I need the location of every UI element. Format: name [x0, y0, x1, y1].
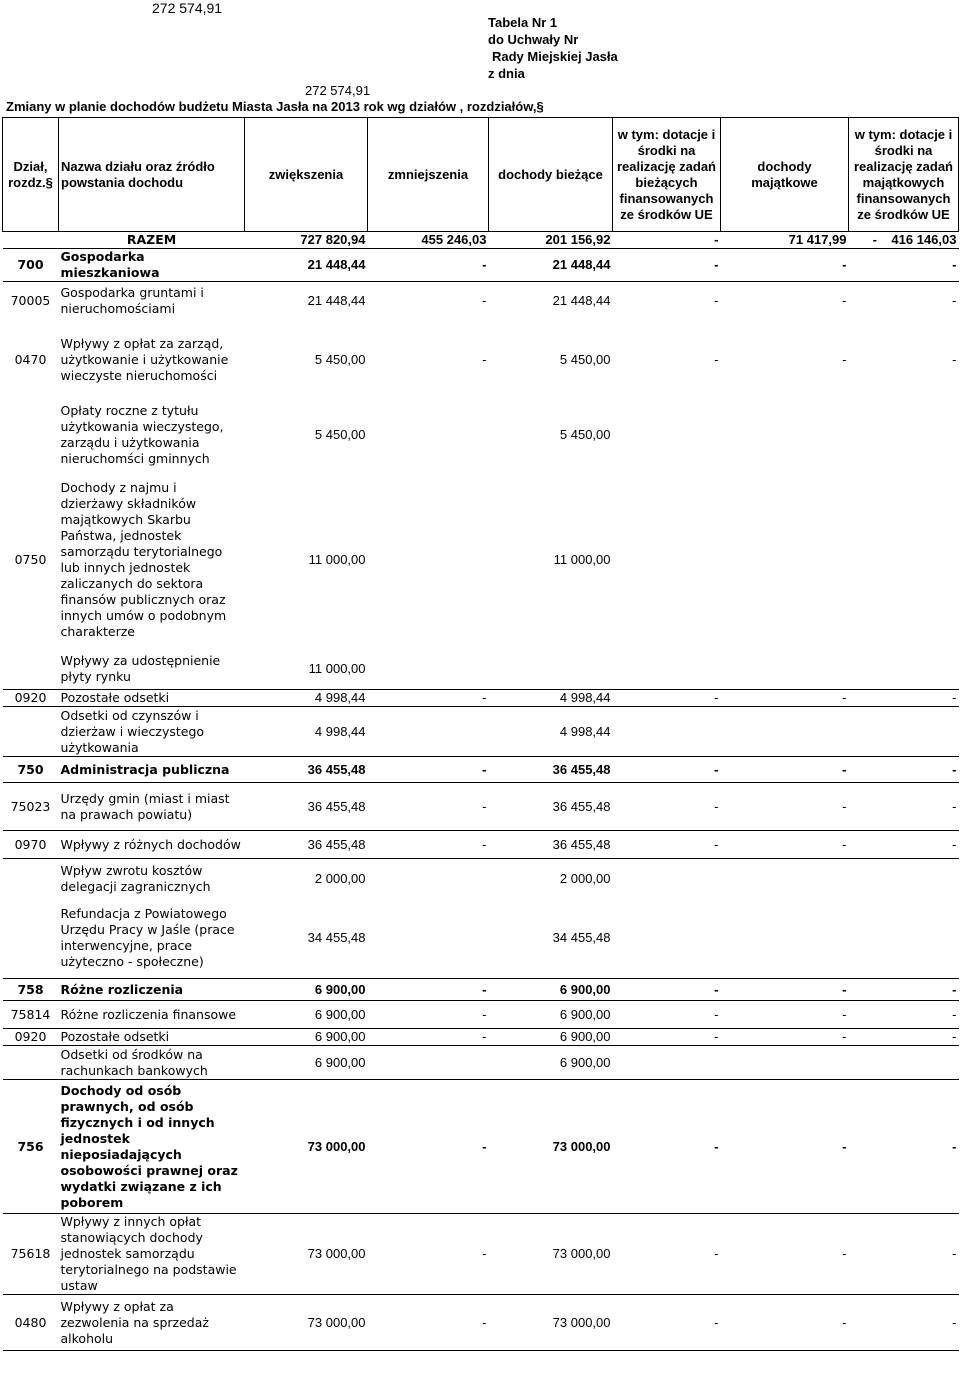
- cell-zw: 21 448,44: [307, 292, 366, 308]
- table-row: [3, 650, 959, 690]
- cell-code: 0920: [3, 690, 59, 707]
- cell-dm: [849, 1046, 959, 1080]
- cell-code: 70005: [10, 292, 51, 308]
- cell-dm: [849, 859, 959, 899]
- cell-ma: -: [721, 1080, 849, 1214]
- total-extra: 416 146,03: [891, 232, 957, 247]
- cell-zw: 2 000,00: [314, 870, 366, 886]
- cell-code: 0970: [3, 831, 59, 859]
- cell-ma: -: [721, 1214, 849, 1295]
- cell-code: 0750: [14, 551, 47, 567]
- table-row: [3, 1001, 959, 1029]
- total-dm: [849, 232, 959, 249]
- cell-db: -: [613, 690, 721, 707]
- table-row: [3, 757, 959, 783]
- cell-zm: [368, 859, 489, 899]
- total-ma: 71 417,99: [788, 232, 847, 247]
- cell-dm: [849, 470, 959, 650]
- total-zm: 455 246,03: [421, 232, 487, 247]
- cell-code: 0480: [3, 1295, 59, 1351]
- cell-name: Refundacja z Powiatowego Urzędu Pracy w Jaśle (prace interwencyjne, prace użyteczno - społeczne): [59, 899, 245, 979]
- cell-zw: 11 000,00: [308, 661, 366, 677]
- cell-dm: -: [849, 831, 959, 859]
- cell-db: [613, 650, 721, 690]
- cell-db: [613, 1046, 721, 1080]
- cell-db: -: [714, 351, 719, 367]
- cell-zw: 4 998,44: [245, 690, 368, 707]
- table-row: [3, 282, 959, 320]
- cell-code: 0470: [14, 351, 47, 367]
- cell-db: [613, 859, 721, 899]
- cell-zw: 11 000,00: [308, 551, 366, 567]
- cell-name: Wpływy z różnych dochodów: [59, 831, 245, 859]
- cell-bi: 5 450,00: [559, 426, 611, 442]
- cell-dm: [849, 650, 959, 690]
- cell-code: 75814: [3, 1001, 59, 1029]
- cell-name: Urzędy gmin (miast i miast na prawach powiatu): [59, 783, 245, 831]
- cell-dm: [849, 400, 959, 470]
- cell-zm: -: [368, 979, 489, 1001]
- cell-code: 75023: [3, 783, 59, 831]
- cell-zm: -: [368, 1001, 489, 1029]
- cell-zm: -: [368, 1029, 489, 1046]
- cell-bi: 6 900,00: [489, 1029, 613, 1046]
- resolution-label: do Uchwały Nr: [488, 32, 579, 47]
- total-row: [3, 232, 959, 249]
- cell-name: Pozostałe odsetki: [59, 1029, 245, 1046]
- total-label: RAZEM: [126, 232, 177, 247]
- cell-name: Gospodarka mieszkaniowa: [59, 249, 245, 282]
- cell-code: [3, 707, 59, 757]
- cell-name: Różne rozliczenia: [59, 979, 245, 1001]
- header-zwiekszenia: zwiększenia: [245, 118, 368, 232]
- cell-zw: 6 900,00: [245, 1046, 368, 1080]
- table-number: Tabela Nr 1: [488, 15, 558, 30]
- top-amount-1: 272 574,91: [152, 0, 223, 16]
- cell-zm: [368, 1046, 489, 1080]
- cell-dm: -: [849, 979, 959, 1001]
- cell-db: [613, 707, 721, 757]
- cell-zw: 6 900,00: [245, 1001, 368, 1029]
- cell-bi: 6 900,00: [489, 979, 613, 1001]
- cell-db: -: [613, 249, 721, 282]
- cell-zw: 4 998,44: [245, 707, 368, 757]
- cell-db: -: [613, 1001, 721, 1029]
- table-row: [3, 899, 959, 979]
- total-bi: 201 156,92: [545, 232, 611, 247]
- income-changes-table: [2, 117, 959, 1351]
- cell-ma: -: [721, 783, 849, 831]
- cell-ma: -: [842, 292, 847, 308]
- cell-db: -: [613, 1080, 721, 1214]
- header-row: [3, 118, 959, 232]
- table-row: [3, 1046, 959, 1080]
- cell-db: -: [613, 1029, 721, 1046]
- header-majatkowe: dochody majątkowe: [721, 118, 849, 232]
- table-row: [3, 249, 959, 282]
- cell-dm: -: [849, 757, 959, 783]
- cell-code: 756: [3, 1080, 59, 1214]
- cell-ma: -: [721, 1029, 849, 1046]
- table-row: [3, 1029, 959, 1046]
- cell-zw: 6 900,00: [245, 1029, 368, 1046]
- cell-dm: -: [952, 292, 957, 308]
- cell-zw: 5 450,00: [314, 426, 366, 442]
- cell-dm: -: [849, 1001, 959, 1029]
- cell-code: [3, 899, 59, 979]
- cell-zw: 36 455,48: [245, 783, 368, 831]
- document-title: Zmiany w planie dochodów budżetu Miasta Jasła na 2013 rok wg działów , rozdziałów,§: [6, 99, 544, 114]
- cell-db: -: [613, 1214, 721, 1295]
- cell-zw: 73 000,00: [245, 1214, 368, 1295]
- cell-zm: -: [368, 757, 489, 783]
- cell-db: -: [613, 831, 721, 859]
- cell-zm: -: [368, 1295, 489, 1351]
- cell-dm: -: [849, 1214, 959, 1295]
- cell-dm: -: [952, 351, 957, 367]
- cell-bi: 6 900,00: [489, 1001, 613, 1029]
- cell-zw: 5 450,00: [314, 351, 366, 367]
- cell-dm: -: [849, 690, 959, 707]
- cell-db: -: [613, 979, 721, 1001]
- cell-name: Różne rozliczenia finansowe: [59, 1001, 245, 1029]
- cell-name: Administracja publiczna: [59, 757, 245, 783]
- cell-zm: [368, 707, 489, 757]
- table-row: [3, 1295, 959, 1351]
- cell-bi: 21 448,44: [552, 292, 611, 308]
- cell-bi: [489, 650, 613, 690]
- cell-name: Gospodarka gruntami i nieruchomościami: [60, 284, 204, 316]
- cell-code: [3, 400, 59, 470]
- total-dm-value: -: [872, 232, 877, 247]
- table-row: [3, 783, 959, 831]
- cell-name: Wpływ zwrotu kosztów delegacji zagranicznych: [60, 862, 211, 894]
- table-row: [3, 707, 959, 757]
- cell-dm: [849, 899, 959, 979]
- table-row: [3, 690, 959, 707]
- total-db: -: [714, 232, 719, 247]
- cell-db: -: [714, 292, 719, 308]
- cell-db: -: [613, 1295, 721, 1351]
- cell-ma: [721, 707, 849, 757]
- cell-bi: 11 000,00: [553, 551, 611, 567]
- table-row: [3, 400, 959, 470]
- cell-ma: -: [721, 831, 849, 859]
- cell-dm: -: [849, 1295, 959, 1351]
- cell-ma: -: [721, 690, 849, 707]
- cell-zm: -: [368, 1080, 489, 1214]
- cell-ma: [721, 400, 849, 470]
- cell-zm: -: [368, 783, 489, 831]
- cell-bi: 73 000,00: [489, 1080, 613, 1214]
- cell-dm: -: [849, 1080, 959, 1214]
- cell-db: [613, 899, 721, 979]
- cell-zm: [368, 400, 489, 470]
- cell-code: 758: [3, 979, 59, 1001]
- cell-ma: [721, 470, 849, 650]
- cell-name: Opłaty roczne z tytułu użytkowania wieczystego, zarządu i użytkowania nieruchomści gminnych: [60, 402, 224, 466]
- cell-bi: 21 448,44: [489, 249, 613, 282]
- cell-name: Wpływy z opłat za zarząd, użytkowanie i użytkowanie wieczyste nieruchomości: [60, 335, 229, 383]
- cell-zw: 34 455,48: [245, 899, 368, 979]
- table-row: [3, 1214, 959, 1295]
- table-body: [3, 249, 959, 1351]
- top-amount-2: 272 574,91: [305, 83, 371, 98]
- cell-bi: 36 455,48: [489, 783, 613, 831]
- date-label: z dnia: [488, 66, 525, 81]
- header-dotacje-majatkowe: w tym: dotacje i środki na realizację zadań majątkowych finansowanych ze środków UE: [849, 118, 959, 232]
- cell-name: Wpływy z opłat za zezwolenia na sprzedaż alkoholu: [59, 1295, 245, 1351]
- cell-ma: -: [721, 1295, 849, 1351]
- header-dotacje-biezace: w tym: dotacje i środki na realizację zadań bieżących finansowanych ze środków UE: [613, 118, 721, 232]
- cell-ma: -: [721, 979, 849, 1001]
- cell-name: Odsetki od środków na rachunkach bankowych: [59, 1046, 245, 1080]
- cell-code: 700: [3, 249, 59, 282]
- cell-ma: -: [721, 757, 849, 783]
- cell-db: -: [613, 783, 721, 831]
- cell-code: [3, 1046, 59, 1080]
- table-row: [3, 1080, 959, 1214]
- cell-zm: -: [368, 249, 489, 282]
- cell-ma: [721, 650, 849, 690]
- cell-zw: 6 900,00: [245, 979, 368, 1001]
- header-nazwa: Nazwa działu oraz źródło powstania dochodu: [59, 118, 245, 232]
- cell-name: Odsetki od czynszów i dzierżaw i wieczystego użytkowania: [59, 707, 245, 757]
- cell-dm: -: [849, 249, 959, 282]
- cell-zm: -: [482, 292, 487, 308]
- cell-db: [613, 470, 721, 650]
- cell-ma: [721, 1046, 849, 1080]
- table-row: [3, 831, 959, 859]
- cell-zm: -: [482, 351, 487, 367]
- cell-zm: -: [368, 831, 489, 859]
- cell-name: Dochody od osób prawnych, od osób fizycznych i od innych jednostek nieposiadających osobowości prawnej oraz wydatki związane z ich poborem: [59, 1080, 245, 1214]
- cell-code: 750: [3, 757, 59, 783]
- cell-zw: 36 455,48: [245, 757, 368, 783]
- cell-zw: 36 455,48: [245, 831, 368, 859]
- cell-name: Dochody z najmu i dzierżawy składników majątkowych Skarbu Państwa, jednostek samorządu terytorialnego lub innych jednostek zaliczanych do sektora finansów publicznych oraz innych umów o podobnym charakterze: [60, 479, 227, 639]
- cell-ma: -: [721, 1001, 849, 1029]
- header-zmniejszenia: zmniejszenia: [368, 118, 489, 232]
- cell-name: Wpływy za udostępnienie płyty rynku: [60, 653, 221, 685]
- table-row: [3, 470, 959, 650]
- table-row: [3, 320, 959, 400]
- cell-zw: 73 000,00: [245, 1295, 368, 1351]
- cell-bi: 36 455,48: [489, 831, 613, 859]
- table-row: [3, 979, 959, 1001]
- cell-db: -: [613, 757, 721, 783]
- cell-zm: -: [368, 690, 489, 707]
- cell-zm: [368, 899, 489, 979]
- cell-bi: 5 450,00: [559, 351, 611, 367]
- cell-name: Wpływy z innych opłat stanowiących dochody jednostek samorządu terytorialnego na podstawie ustaw: [59, 1214, 245, 1295]
- cell-code: [3, 859, 59, 899]
- cell-zw: 21 448,44: [245, 249, 368, 282]
- cell-bi: 73 000,00: [489, 1214, 613, 1295]
- cell-zm: [368, 470, 489, 650]
- cell-zw: 73 000,00: [245, 1080, 368, 1214]
- cell-code: 0920: [3, 1029, 59, 1046]
- cell-code: [3, 650, 59, 690]
- cell-zm: -: [368, 1214, 489, 1295]
- cell-bi: 36 455,48: [489, 757, 613, 783]
- cell-name: Pozostałe odsetki: [59, 690, 245, 707]
- cell-code: 75618: [3, 1214, 59, 1295]
- total-zw: 727 820,94: [300, 232, 366, 247]
- cell-bi: 34 455,48: [489, 899, 613, 979]
- cell-dm: -: [849, 783, 959, 831]
- cell-ma: [721, 859, 849, 899]
- cell-zm: [368, 650, 489, 690]
- cell-ma: [721, 899, 849, 979]
- council-label: Rady Miejskiej Jasła: [492, 49, 618, 64]
- header-biezace: dochody bieżące: [489, 118, 613, 232]
- cell-ma: -: [842, 351, 847, 367]
- cell-ma: -: [721, 249, 849, 282]
- cell-bi: 73 000,00: [489, 1295, 613, 1351]
- cell-db: [613, 400, 721, 470]
- cell-dm: -: [849, 1029, 959, 1046]
- cell-bi: 6 900,00: [489, 1046, 613, 1080]
- cell-bi: 4 998,44: [489, 707, 613, 757]
- header-dzial: Dział, rozdz.§: [3, 118, 59, 232]
- table-row: [3, 859, 959, 899]
- cell-dm: [849, 707, 959, 757]
- cell-bi: 4 998,44: [489, 690, 613, 707]
- cell-bi: 2 000,00: [559, 870, 611, 886]
